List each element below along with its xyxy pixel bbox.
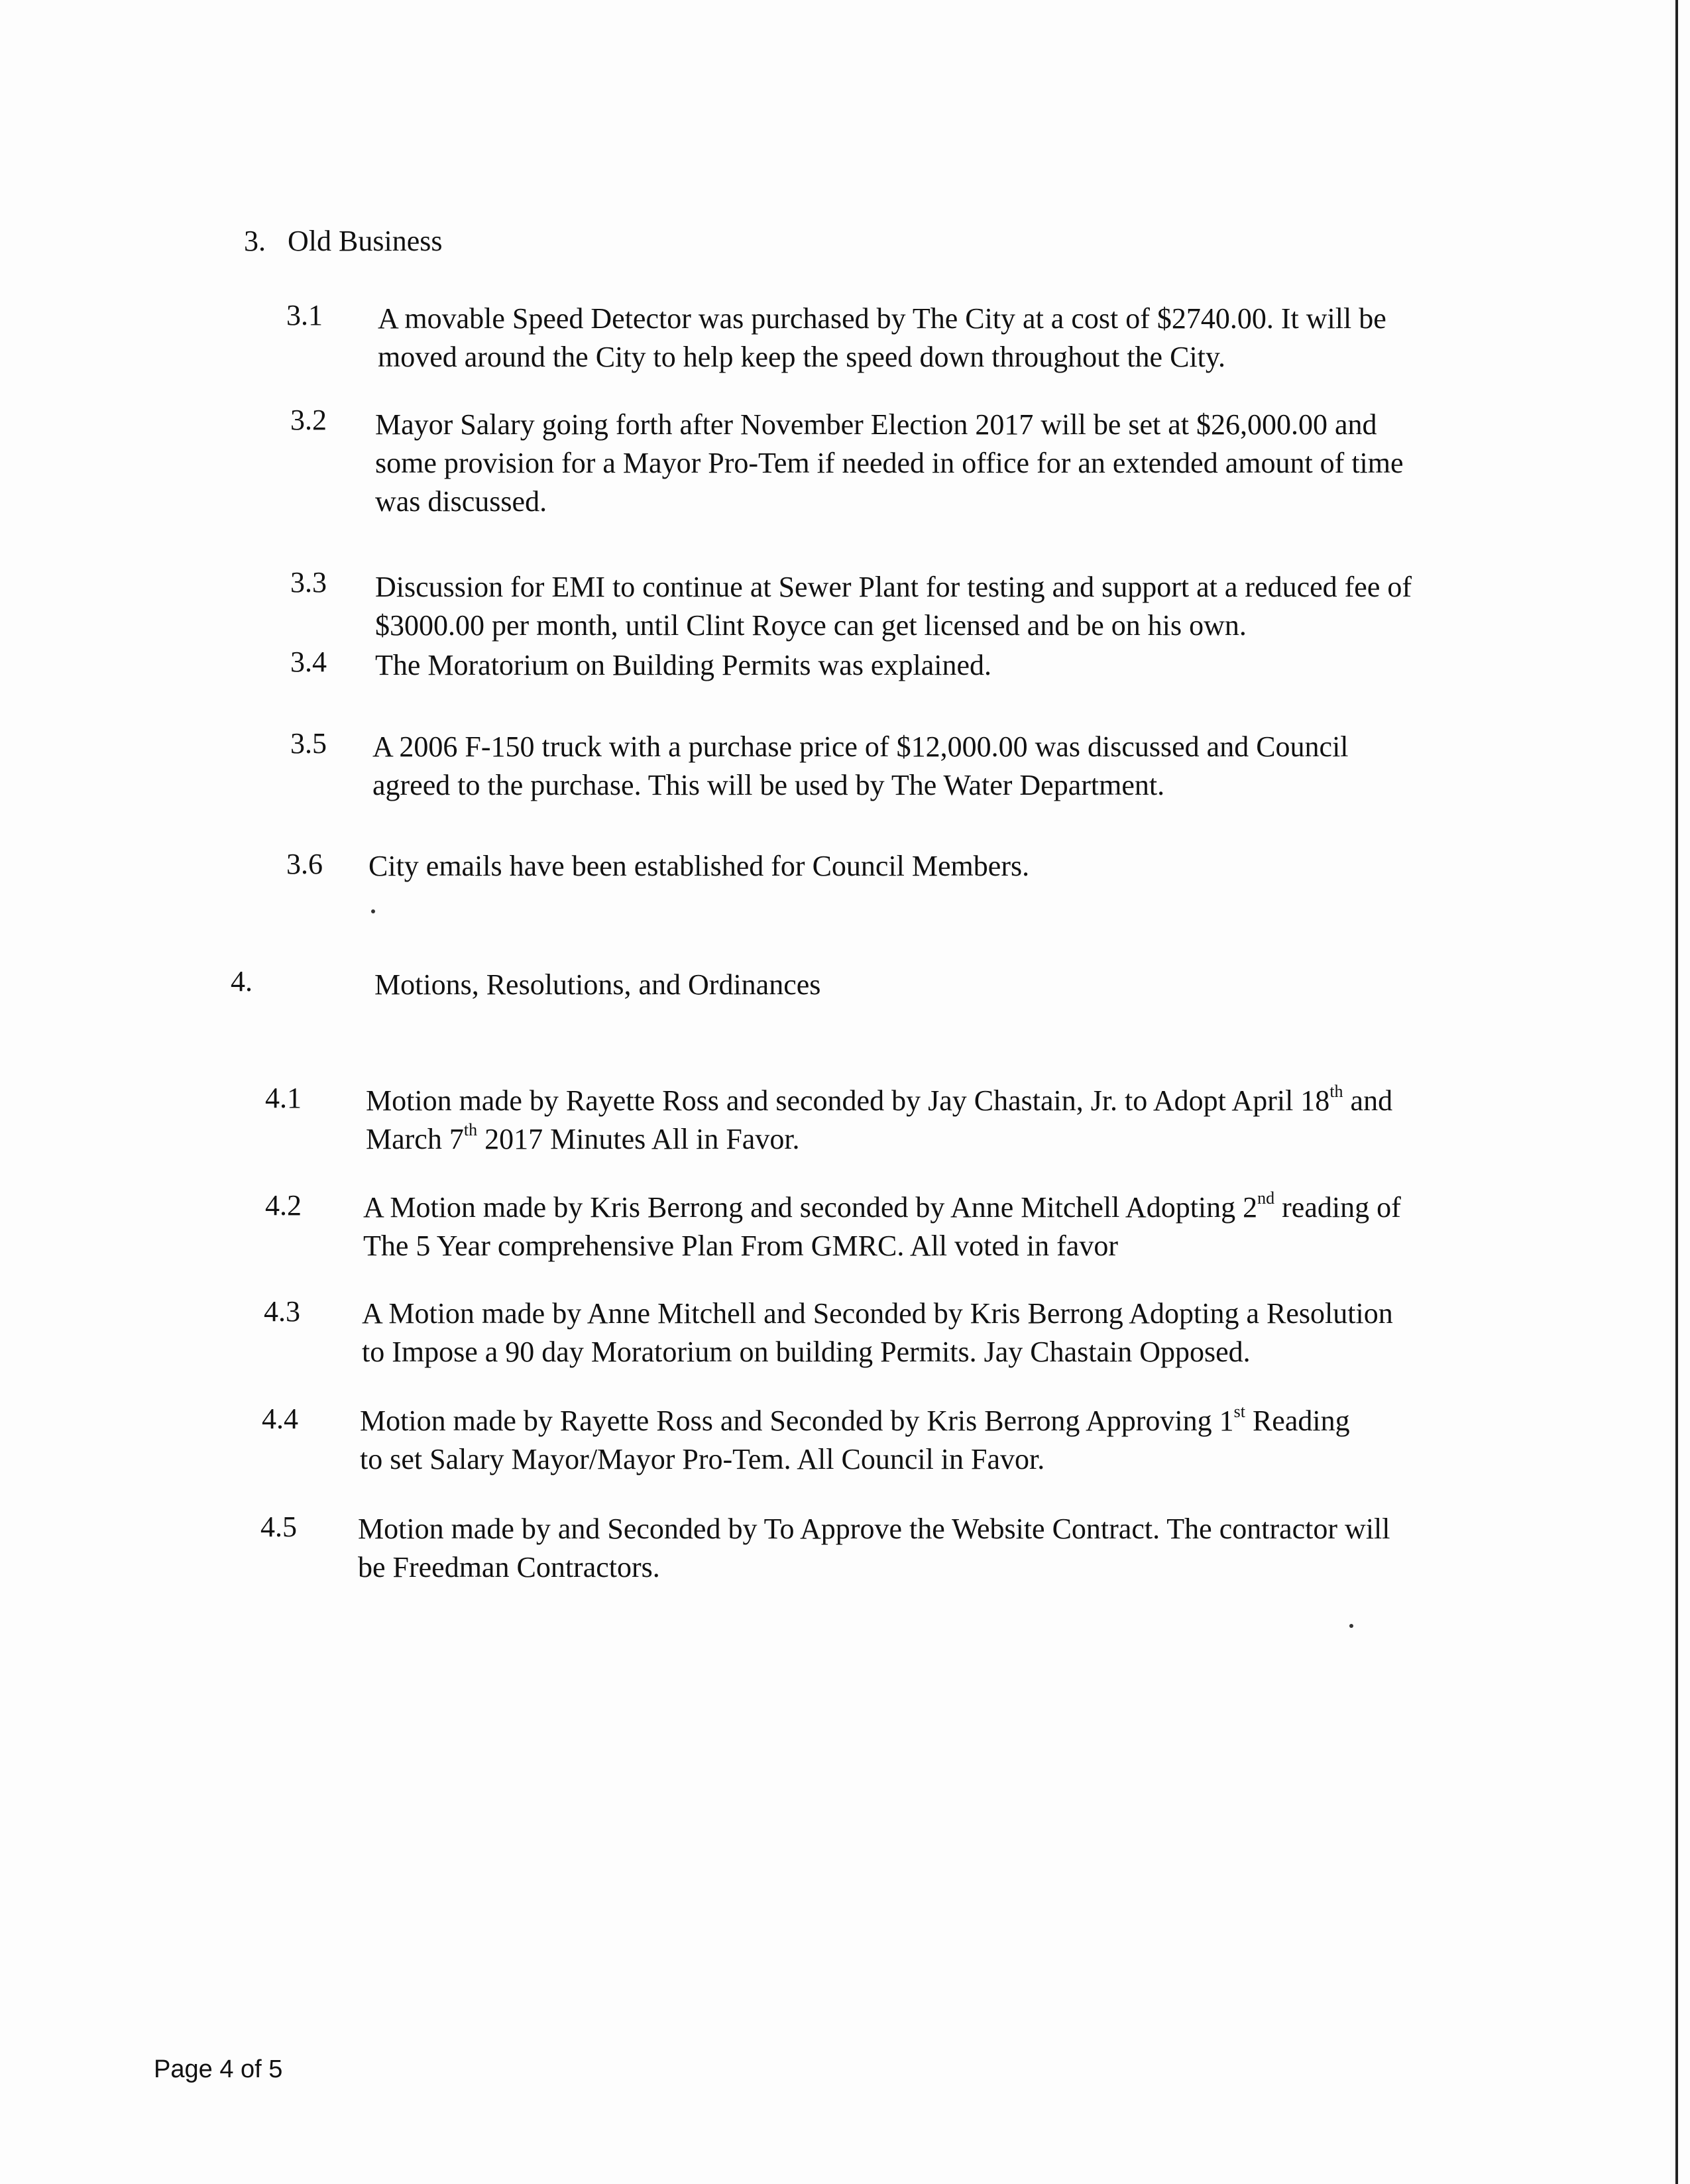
scan-speck	[1349, 1624, 1353, 1628]
item-line: agreed to the purchase. This will be used by The Water Department.	[372, 769, 1165, 801]
item-4-4	[360, 1402, 1473, 1479]
total-page-count: 5	[268, 2055, 283, 2083]
scan-speck	[371, 909, 375, 913]
scan-edge-line	[1675, 0, 1678, 2184]
item-line: Motion made by and Seconded by To Approve the Website Contract. The contractor will	[358, 1513, 1390, 1545]
item-3-4	[375, 646, 1489, 685]
item-line: City emails have been established for Council Members.	[368, 850, 1030, 882]
item-line: some provision for a Mayor Pro-Tem if needed in office for an extended amount of time	[375, 447, 1404, 479]
item-3-6	[368, 847, 1482, 886]
item-line: A 2006 F-150 truck with a purchase price of $12,000.00 was discussed and Council	[372, 730, 1349, 763]
section-number: 3.	[244, 225, 266, 257]
item-line: was discussed.	[375, 485, 547, 518]
item-4-2	[363, 1188, 1477, 1265]
item-line: $3000.00 per month, until Clint Royce can get licensed and be on his own.	[375, 609, 1247, 642]
item-line: Motion made by Rayette Ross and seconded by Jay Chastain, Jr. to Adopt April 18th and	[366, 1082, 1393, 1117]
item-3-5	[372, 728, 1486, 805]
current-page-number: 4	[219, 2055, 234, 2083]
item-line: The Moratorium on Building Permits was explained.	[375, 649, 991, 681]
item-line: The 5 Year comprehensive Plan From GMRC. All voted in favor	[363, 1230, 1118, 1262]
item-3-1	[378, 300, 1491, 376]
item-4-3	[362, 1294, 1475, 1371]
item-line: to Impose a 90 day Moratorium on building Permits. Jay Chastain Opposed.	[362, 1336, 1251, 1368]
item-line: to set Salary Mayor/Mayor Pro-Tem. All Council in Favor.	[360, 1443, 1045, 1475]
item-4-1	[366, 1082, 1479, 1159]
item-number-4-4: 4.4	[262, 1403, 298, 1435]
item-line: Discussion for EMI to continue at Sewer Plant for testing and support at a reduced fee of	[375, 571, 1412, 603]
item-line: March 7th 2017 Minutes All in Favor.	[366, 1120, 800, 1155]
item-4-5	[358, 1510, 1471, 1587]
item-number-4-2: 4.2	[265, 1189, 302, 1222]
section-title: Old Business	[288, 225, 443, 257]
item-line: moved around the City to help keep the speed down throughout the City.	[378, 341, 1226, 373]
item-number-3-3: 3.3	[290, 566, 327, 599]
item-number-3-2: 3.2	[290, 404, 327, 436]
item-3-2	[375, 406, 1489, 521]
item-line: A Motion made by Anne Mitchell and Seconded by Kris Berrong Adopting a Resolution	[362, 1297, 1393, 1330]
item-number-3-4: 3.4	[290, 646, 327, 678]
item-number-3-5: 3.5	[290, 727, 327, 760]
item-line: A movable Speed Detector was purchased by The City at a cost of $2740.00. It will be	[378, 302, 1386, 335]
item-line: Mayor Salary going forth after November Election 2017 will be set at $26,000.00 and	[375, 408, 1377, 441]
item-line: A Motion made by Kris Berrong and seconded by Anne Mitchell Adopting 2nd reading of	[363, 1188, 1401, 1224]
item-3-3	[375, 568, 1489, 645]
section-old-business-heading	[244, 222, 442, 260]
item-number-4-5: 4.5	[260, 1511, 297, 1543]
section-motions-heading: Motions, Resolutions, and Ordinances	[374, 968, 821, 1001]
section-motions-number: 4.	[231, 965, 253, 998]
item-number-4-1: 4.1	[265, 1082, 302, 1114]
page-footer: Page 4 of 5	[154, 2055, 283, 2083]
item-number-4-3: 4.3	[264, 1295, 300, 1328]
item-line: be Freedman Contractors.	[358, 1551, 660, 1583]
item-number-3-1: 3.1	[286, 299, 323, 331]
item-number-3-6: 3.6	[286, 848, 323, 880]
item-line: Motion made by Rayette Ross and Seconded by Kris Berrong Approving 1st Reading	[360, 1402, 1350, 1437]
